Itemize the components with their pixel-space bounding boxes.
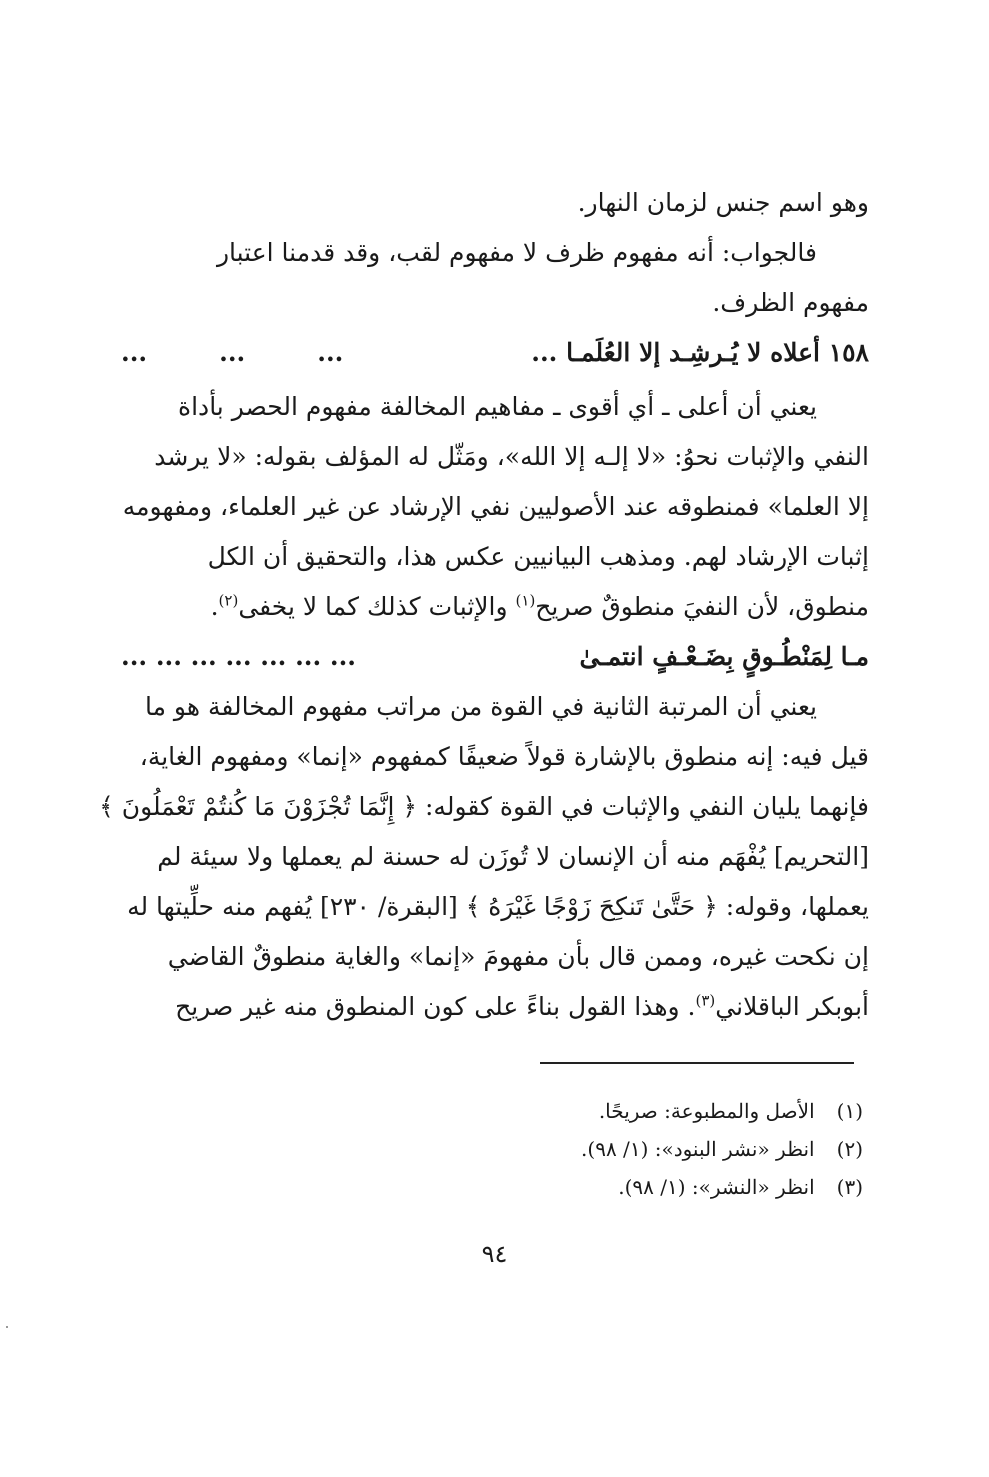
text-line: فالجواب: أنه مفهوم ظرف لا مفهوم لقب، وقد قدمنا اعتبار: [216, 238, 817, 267]
main-text: [99, 178, 869, 1032]
text-line: وهو اسم جنس لزمان النهار.: [577, 188, 869, 217]
verse-line-158: [121, 328, 869, 378]
footnotes: [163, 1092, 863, 1206]
text-line: إثبات الإرشاد لهم. ومذهب البيانيين عكس هذا، والتحقيق أن الكل: [207, 542, 869, 571]
text-line: فإنهما يليان النفي والإثبات في القوة كقوله: ﴿ إِنَّمَا تُجْزَوْنَ مَا كُنتُمْ تَعْمَلُونَ ﴾: [99, 792, 869, 821]
footnote-number: (٣): [836, 1175, 863, 1199]
verse-dots: ... ... ... ... ... ... ...: [121, 642, 356, 671]
verse-text: ١٥٨ أعلاه لا يُـرشِـد إلا العُلَمـا ...: [531, 338, 869, 367]
verse-text: مـا لِمَنْطُـوقٍ بِضَـعْـفٍ انتمـىٰ: [579, 642, 869, 671]
footnote-item: [163, 1092, 863, 1130]
verse-dots: [121, 328, 343, 378]
text-line: يعملها، وقوله: ﴿ حَتَّىٰ تَنكِحَ زَوْجًا غَيْرَهُ ﴾ [البقرة/ ٢٣٠] يُفهم منه حلِّيتها له: [127, 892, 869, 921]
verse-dot: ...: [121, 338, 148, 367]
text-fragment: منطوق، لأن النفيَ منطوقٌ صريح: [535, 592, 869, 621]
text-line: النفي والإثبات نحوُ: «لا إلـه إلا الله»، ومَثّل له المؤلف بقوله: «لا يرشد: [154, 442, 869, 471]
text-line: يعني أن أعلى ـ أي أقوى ـ مفاهيم المخالفة مفهوم الحصر بأداة: [178, 392, 817, 421]
footnote-ref[interactable]: (٣): [695, 991, 716, 1010]
text-line: مفهوم الظرف.: [712, 288, 869, 317]
text-fragment: . وهذا القول بناءً على كون المنطوق منه غير صريح: [175, 992, 696, 1021]
footnote-divider: [540, 1062, 854, 1064]
verse-line-continuation: [121, 632, 869, 682]
footnote-item: [163, 1168, 863, 1206]
footnote-ref[interactable]: (٢): [218, 591, 239, 610]
footnote-ref[interactable]: (١): [515, 591, 536, 610]
text-fragment: والإثبات كذلك كما لا يخفى: [238, 592, 516, 621]
verse-dot: ...: [219, 338, 246, 367]
text-line: [121, 982, 869, 1032]
text-line: إلا العلما» فمنطوقه عند الأصوليين نفي الإرشاد عن غير العلماء، ومفهومه: [122, 492, 869, 521]
footnote-text: انظر «نشر البنود»: (١/ ٩٨).: [581, 1137, 815, 1161]
footnote-text: انظر «النشر»: (١/ ٩٨).: [618, 1175, 815, 1199]
page-number: ٩٤: [481, 1240, 508, 1268]
text-line: إن نكحت غيره، وممن قال بأن مفهومَ «إنما» والغاية منطوقٌ القاضي: [167, 942, 869, 971]
footnote-number: (١): [836, 1099, 863, 1123]
text-line: [التحريم] يُفْهَم منه أن الإنسان لا تُوزَن له حسنة لم يعملها ولا سيئة لم: [157, 842, 869, 871]
text-line: [121, 582, 869, 632]
scan-artifact: [6, 1326, 8, 1328]
footnote-item: [163, 1130, 863, 1168]
text-fragment: .: [210, 592, 219, 621]
footnote-number: (٢): [836, 1137, 863, 1161]
verse-dot: ...: [317, 338, 344, 367]
text-line: قيل فيه: إنه منطوق بالإشارة قولاً ضعيفًا كمفهوم «إنما» ومفهوم الغاية،: [139, 742, 869, 771]
text-fragment: أبوبكر الباقلاني: [715, 992, 869, 1021]
text-line: يعني أن المرتبة الثانية في القوة من مراتب مفهوم المخالفة هو ما: [144, 692, 817, 721]
footnote-text: الأصل والمطبوعة: صريحًا.: [598, 1099, 815, 1123]
